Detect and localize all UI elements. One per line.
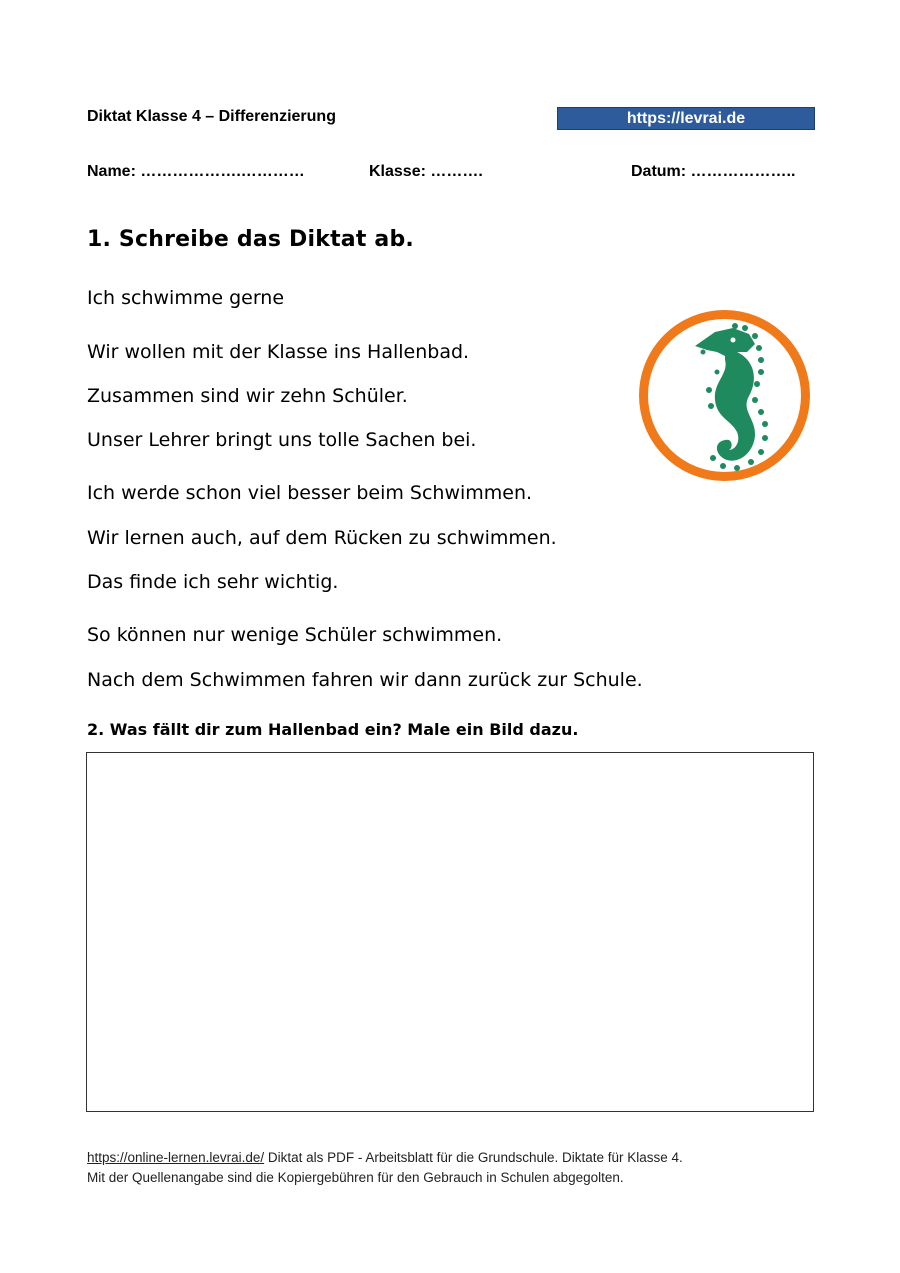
dictation-line: Das finde ich sehr wichtig. — [87, 571, 339, 593]
task1-heading: 1. Schreibe das Diktat ab. — [87, 227, 414, 252]
dictation-line: Unser Lehrer bringt uns tolle Sachen bei. — [87, 429, 477, 451]
seahorse-icon — [637, 308, 812, 483]
dictation-line: Ich schwimme gerne — [87, 287, 285, 309]
footer-line-1 — [87, 1150, 683, 1165]
date-field: Datum: ……………….. — [631, 163, 796, 180]
dictation-line: Wir wollen mit der Klasse ins Hallenbad. — [87, 341, 470, 363]
dictation-line: Zusammen sind wir zehn Schüler. — [87, 385, 408, 407]
site-url-badge[interactable]: https://levrai.de — [557, 107, 815, 130]
worksheet-title: Diktat Klasse 4 – Differenzierung — [87, 108, 336, 125]
task2-heading: 2. Was fällt dir zum Hallenbad ein? Male ein Bild dazu. — [87, 720, 579, 739]
footer-link[interactable]: https://online-lernen.levrai.de/ — [87, 1150, 265, 1165]
class-field: Klasse: ………. — [369, 163, 483, 180]
seahorse-logo — [637, 308, 812, 483]
footer-text: Diktat als PDF - Arbeitsblatt für die Grundschule. Diktate für Klasse 4. — [264, 1150, 683, 1165]
dictation-line: Nach dem Schwimmen fahren wir dann zurück zur Schule. — [87, 669, 643, 691]
dictation-line: So können nur wenige Schüler schwimmen. — [87, 624, 503, 646]
dictation-line: Ich werde schon viel besser beim Schwimmen. — [87, 482, 533, 504]
name-field: Name: ……………….………… — [87, 163, 305, 180]
dictation-line: Wir lernen auch, auf dem Rücken zu schwimmen. — [87, 527, 557, 549]
footer-line-2: Mit der Quellenangabe sind die Kopiergebühren für den Gebrauch in Schulen abgegolten. — [87, 1170, 624, 1185]
drawing-area[interactable] — [86, 752, 814, 1112]
